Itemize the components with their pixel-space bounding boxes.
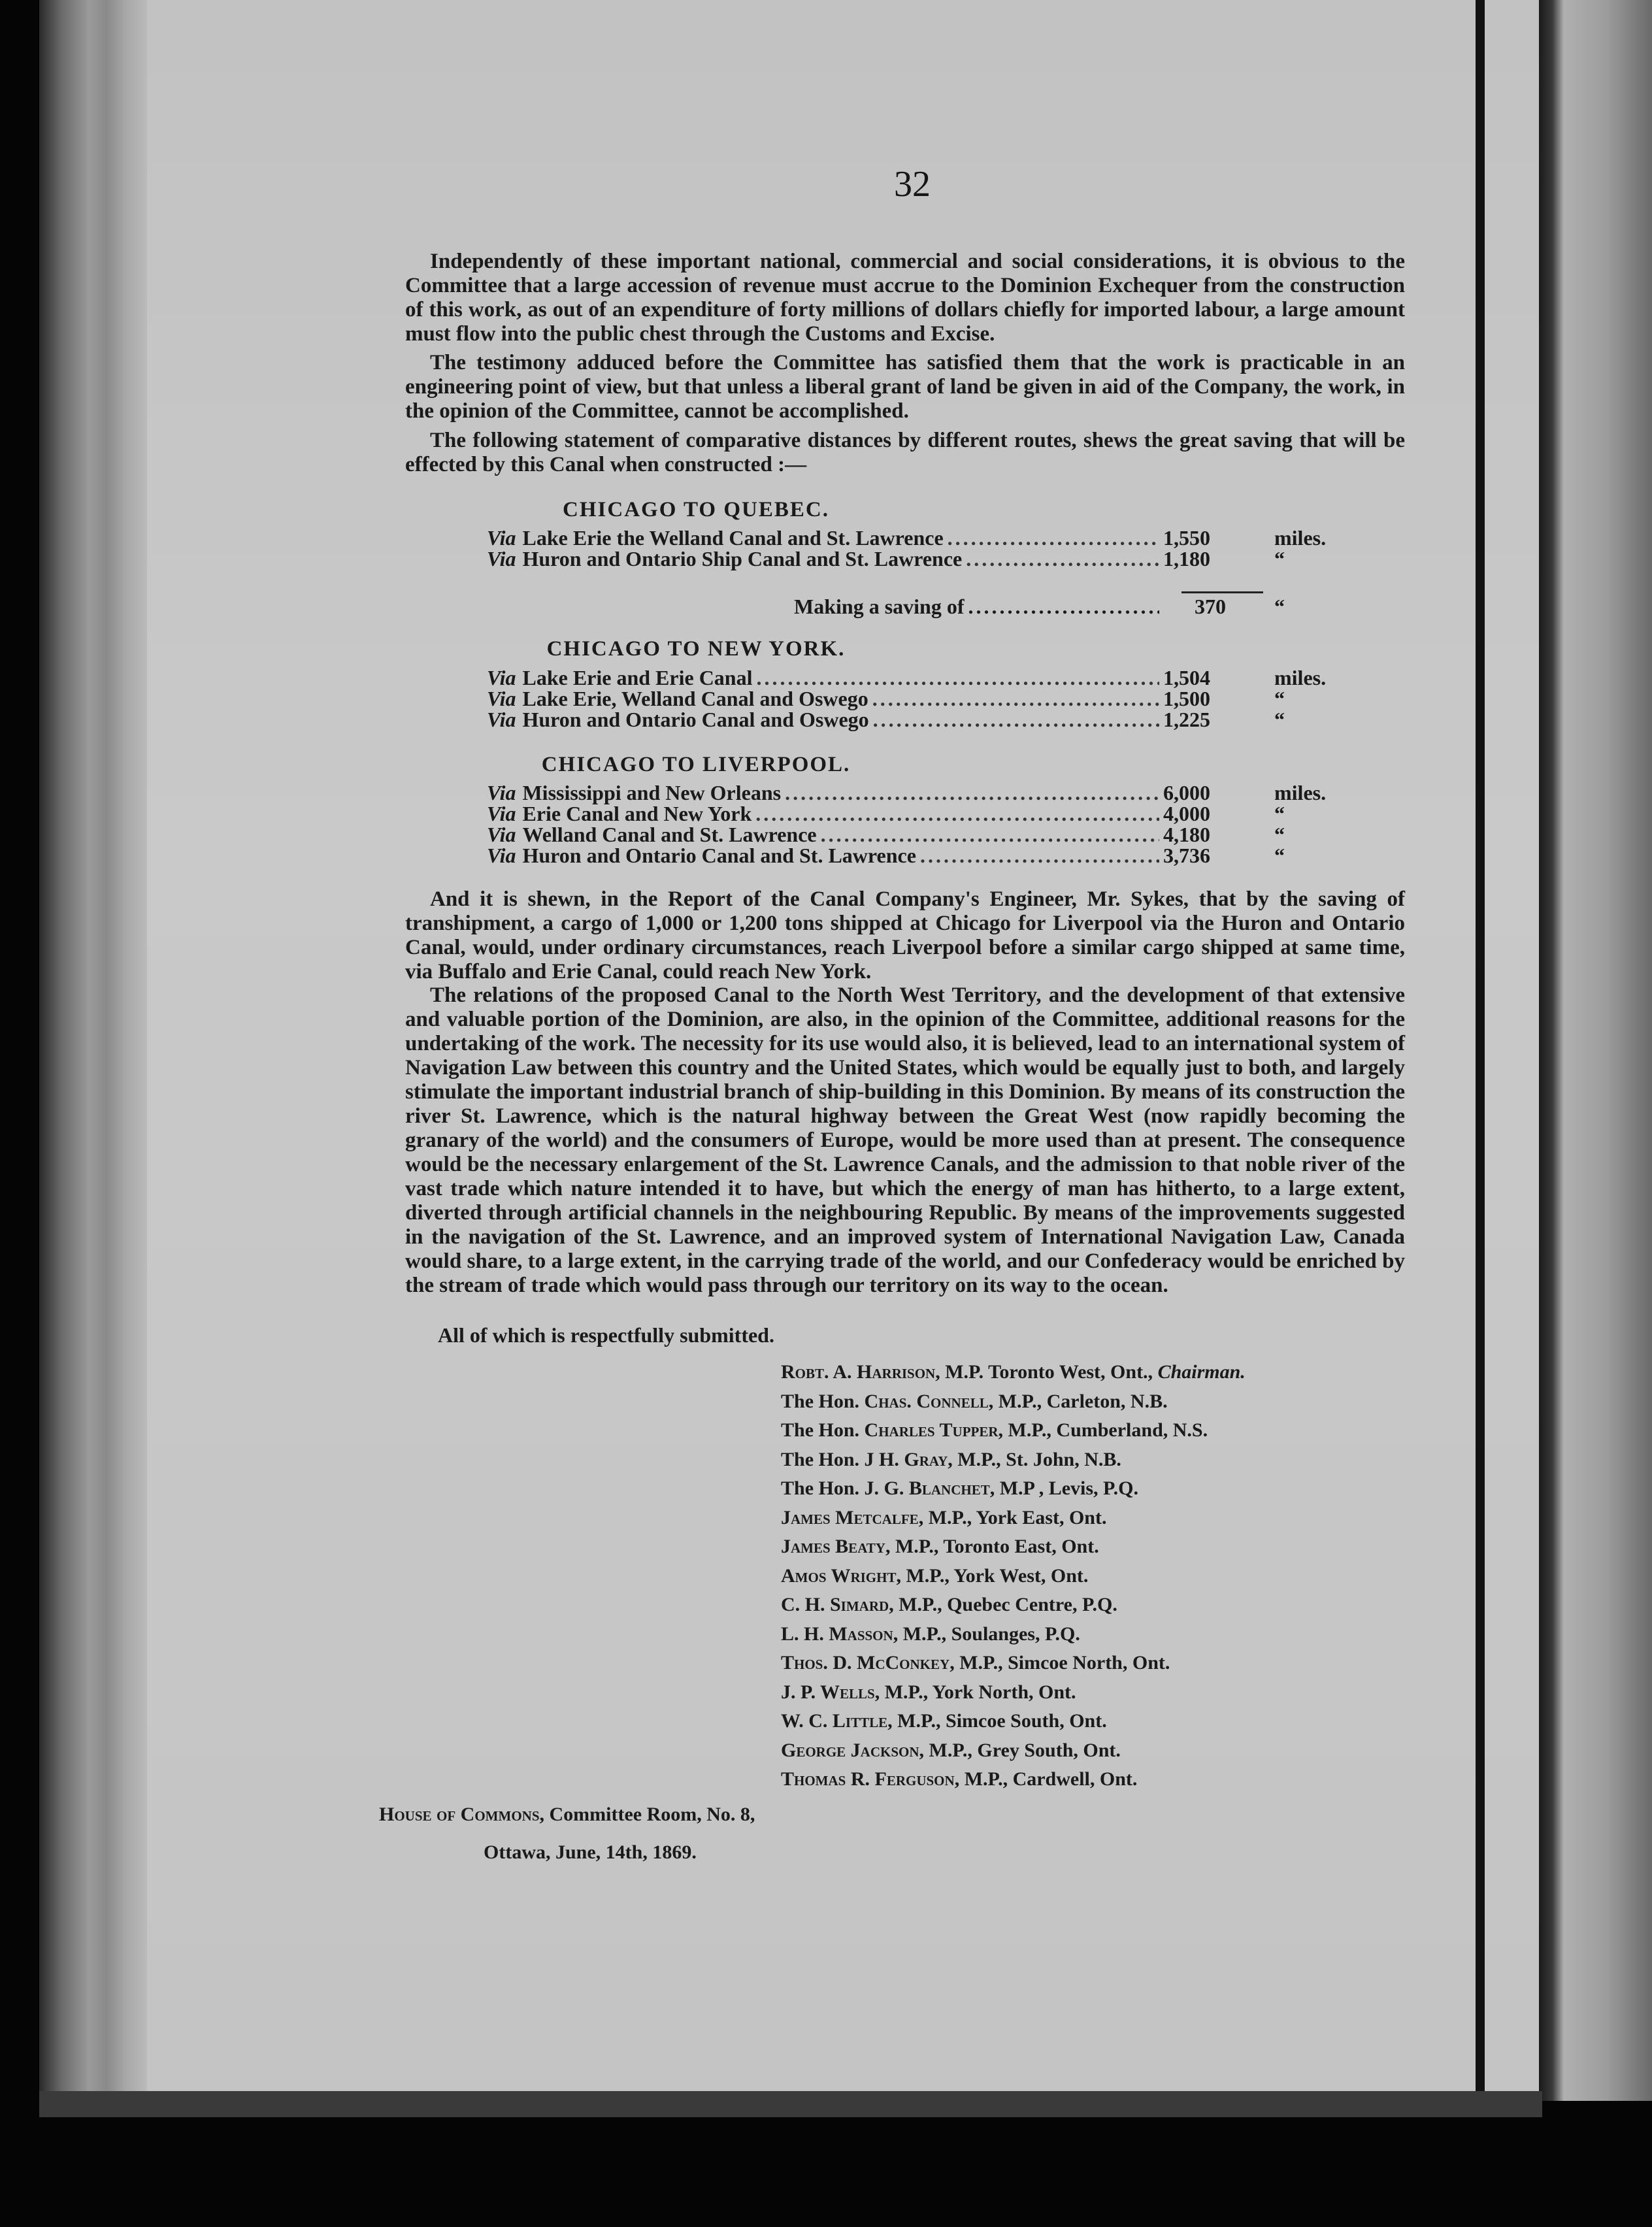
signatory (781, 1649, 1170, 1677)
signatory-name: Amos Wright (781, 1564, 897, 1587)
signatory-role: Chairman. (1157, 1361, 1246, 1383)
footer-location: House of Commons, Committee Room, No. 8, (379, 1804, 755, 1825)
route-row: Via Lake Erie the Welland Canal and St. Lawrence ..... 1,550 miles. (487, 528, 1313, 548)
paragraph-north-west: The relations of the proposed Canal to the North West Territory, and the development of that extensive and valuable portion of the Dominion, are also, in the opinion of the Committee, additional reasons for the undertaking of the work. The necessity for its use would also, it is believed, lead to an international system of Navigation Law between this country and the United States, which would be equally just to both, and largely stimulate the important industrial branch of ship-building in this Dominion. By means of its construction the river St. Lawrence, which is the natural highway between the Great West (now rapidly becoming the granary of the world) and the consumers of Europe, would be more used than at present. The consequence would be the necessary enlargement of the St. Lawrence Canals, and the admission to that noble river of the vast trade which nature intended it to have, but which the energy of man has hitherto, to a large extent, diverted through artificial channels in the neighbouring Republic. By means of the improvements suggested in the navigation of the St. Lawrence, and an improved system of International Navigation Law, Canada would share, to a large extent, in the carrying trade of the world, and our Confederacy would be enriched by the stream of trade which would pass through our territory on its way to the ocean. (405, 983, 1405, 1297)
route-row: Via Huron and Ontario Ship Canal and St. Lawrence ..... 1,180 “ (487, 549, 1313, 569)
signatory (781, 1707, 1107, 1736)
signatory (781, 1532, 1099, 1561)
signatory-name: C. H. Simard (781, 1594, 889, 1615)
book-spine-left (39, 0, 150, 2104)
signatory-name: J H. Gray (864, 1448, 948, 1470)
signatory (781, 1387, 1168, 1416)
signatory (781, 1504, 1107, 1532)
saving-row: Making a saving of ..... 370 “ (794, 595, 1313, 619)
page-number: 32 (894, 164, 931, 205)
signatory-detail: , M.P., Simcoe North, Ont. (950, 1652, 1170, 1674)
paragraph-revenue: Independently of these important national, commercial and social considerations, it is obvious to the Committee that a large accession of revenue must accrue to the Dominion Exchequer from the construction of this work, as out of an expenditure of forty millions of dollars chiefly for imported labour, a large amount must flow into the public chest through the Customs and Excise. (405, 250, 1405, 346)
signatory-detail: , M.P., Simcoe South, Ont. (887, 1710, 1107, 1732)
page-bottom-edge (39, 2091, 1542, 2117)
signatory (781, 1416, 1208, 1445)
signatory-name: L. H. Masson (781, 1623, 893, 1645)
route-row: Via Lake Erie and Erie Canal ..... 1,504 miles. (487, 668, 1313, 687)
signatory-detail: , M.P., Grey South, Ont. (919, 1739, 1121, 1761)
route-row: Via Huron and Ontario Canal and Oswego ..... 1,225 “ (487, 710, 1313, 729)
submitted-line: All of which is respectfully submitted. (438, 1323, 774, 1347)
signatory-detail: , M.P., Cumberland, N.S. (998, 1419, 1208, 1441)
signatory-detail: , M.P., York West, Ont. (896, 1564, 1089, 1587)
signatory (781, 1678, 1076, 1707)
paragraph-sykes-report: And it is shewn, in the Report of the Canal Company's Engineer, Mr. Sykes, that by the saving of transhipment, a cargo of 1,000 or 1,200 tons shipped at Chicago for Liverpool via the Huron and Ontario Canal, would, under ordinary circumstances, reach Liverpool before a similar cargo shipped at same time, via Buffalo and Erie Canal, could reach New York. (405, 887, 1405, 983)
signatory (781, 1562, 1088, 1591)
signatory-detail: , M.P., Carleton, N.B. (988, 1390, 1168, 1412)
book-edge-right (1539, 0, 1652, 2101)
route-row: Via Welland Canal and St. Lawrence ..... 4,180 “ (487, 825, 1313, 844)
signatory-detail: , M.P., York East, Ont. (918, 1506, 1107, 1528)
signatory-detail: , M.P., Toronto East, Ont. (885, 1536, 1099, 1557)
signatory-name: Charles Tupper (864, 1419, 999, 1441)
signatory-detail: , M.P. Toronto West, Ont., (935, 1361, 1158, 1383)
signatory-name: James Metcalfe (781, 1506, 919, 1528)
signatory-name: W. C. Little (781, 1710, 888, 1732)
heading-chicago-quebec: CHICAGO TO QUEBEC. (563, 498, 829, 521)
signatory (781, 1358, 1246, 1387)
route-row: Via Huron and Ontario Canal and St. Lawrence ..... 3,736 “ (487, 846, 1313, 865)
signatory (781, 1445, 1121, 1474)
signatory-name: Chas. Connell (864, 1390, 989, 1412)
signatory-detail: , M.P., York North, Ont. (874, 1681, 1076, 1703)
paragraph-testimony: The testimony adduced before the Committee has satisfied them that the work is practicable in an engineering point of view, but that unless a liberal grant of land be given in aid of the Company, the work, in the opinion of the Committee, cannot be accomplished. (405, 351, 1405, 423)
signatory-prefix: The Hon. (781, 1390, 865, 1412)
signatory-prefix: The Hon. (781, 1448, 865, 1470)
heading-chicago-liverpool: CHICAGO TO LIVERPOOL. (541, 753, 851, 776)
route-row: Via Erie Canal and New York ..... 4,000 “ (487, 804, 1313, 823)
signatory-detail: , M.P., Soulanges, P.Q. (893, 1623, 1080, 1645)
signatory-name: J. G. Blanchet (864, 1477, 990, 1499)
route-row: Via Lake Erie, Welland Canal and Oswego ..... 1,500 “ (487, 689, 1313, 708)
signatory-name: George Jackson (781, 1739, 919, 1761)
signatory-name: James Beaty (781, 1536, 885, 1557)
signatory-detail: , M.P., Quebec Centre, P.Q. (889, 1594, 1117, 1615)
signatory-prefix: The Hon. (781, 1477, 865, 1499)
heading-chicago-new-york: CHICAGO TO NEW YORK. (546, 637, 846, 661)
signatory-detail: , M.P , Levis, P.Q. (989, 1477, 1138, 1499)
route-row: Via Mississippi and New Orleans ..... 6,000 miles. (487, 783, 1313, 802)
signatory (781, 1591, 1117, 1619)
signatory (781, 1620, 1080, 1649)
signatory-name: Robt. A. Harrison (781, 1361, 936, 1383)
signatory (781, 1474, 1138, 1503)
signatory (781, 1736, 1121, 1765)
sum-rule (1181, 591, 1263, 593)
signatory (781, 1765, 1137, 1794)
signatory-name: Thos. D. McConkey (781, 1652, 950, 1674)
signatory-name: Thomas R. Ferguson (781, 1768, 955, 1790)
signatory-name: J. P. Wells (781, 1681, 875, 1703)
footer-date: Ottawa, June, 14th, 1869. (484, 1841, 697, 1863)
page-edge-shadow (1476, 0, 1485, 2101)
signatory-detail: , M.P., St. John, N.B. (948, 1448, 1121, 1470)
signatory-detail: , M.P., Cardwell, Ont. (954, 1768, 1138, 1790)
paragraph-statement-intro: The following statement of comparative distances by different routes, shews the great saving that will be effected by this Canal when constructed :— (405, 429, 1405, 476)
signatory-prefix: The Hon. (781, 1419, 865, 1441)
